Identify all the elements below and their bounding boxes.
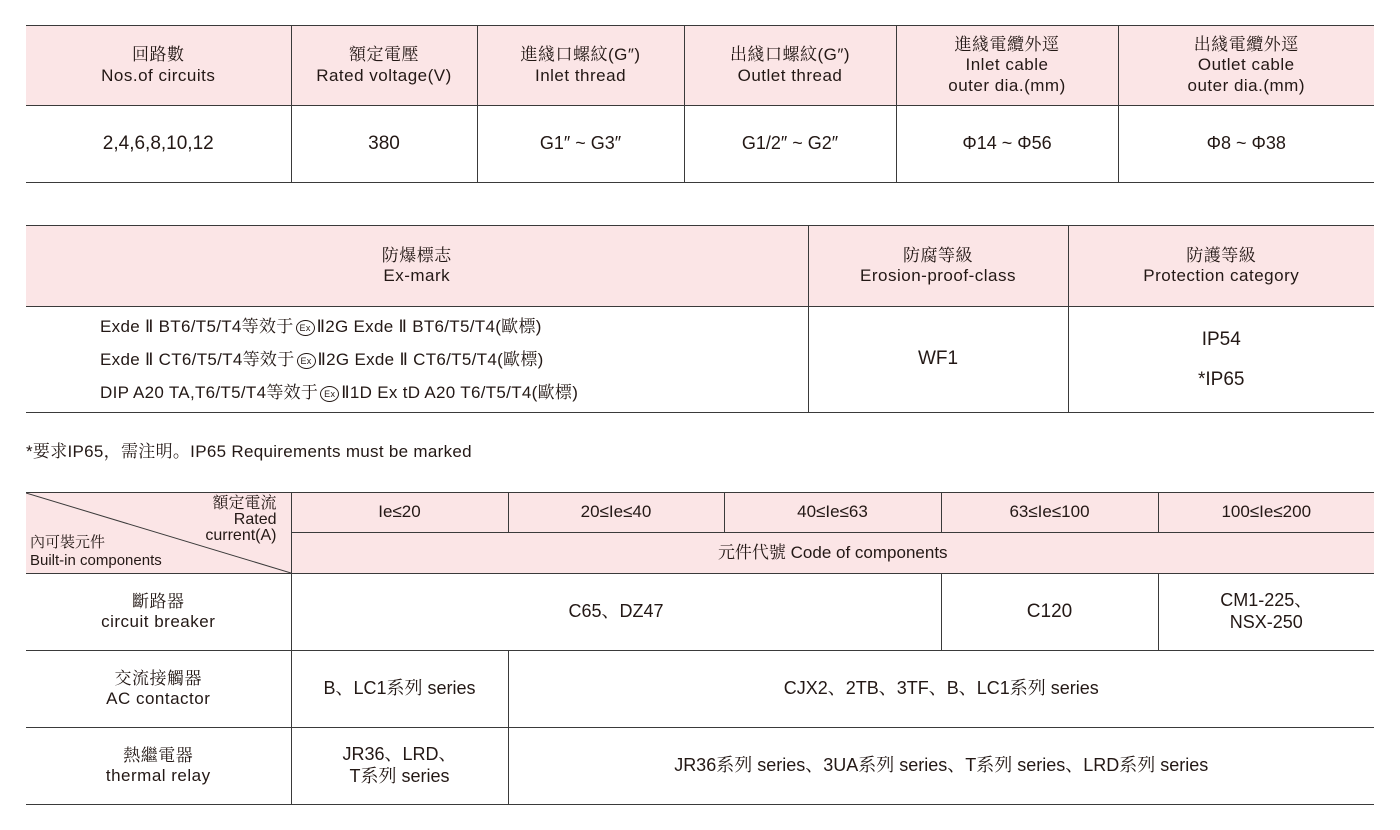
header-inlet-thread: 進綫口螺紋(G″) Inlet thread bbox=[477, 26, 684, 106]
rated-current-label: 額定電流 Rated current(A) bbox=[205, 495, 277, 544]
header-ex-mark: 防爆標志 Ex-mark bbox=[26, 226, 808, 307]
value-inlet-cable: Φ14 ~ Φ56 bbox=[896, 106, 1118, 183]
ex-mark-line: Exde Ⅱ BT6/T5/T4等效于 Ex Ⅱ2G Exde Ⅱ BT6/T5/T4(歐標) bbox=[100, 317, 542, 336]
header-rated-voltage: 額定電壓 Rated voltage(V) bbox=[291, 26, 477, 106]
header-circuits: 回路數 Nos.of circuits bbox=[26, 26, 291, 106]
header-protection: 防護等級 Protection category bbox=[1068, 226, 1374, 307]
corner-header bbox=[26, 493, 291, 574]
current-range: 40≤Ie≤63 bbox=[724, 493, 941, 533]
header-erosion-class: 防腐等級 Erosion-proof-class bbox=[808, 226, 1068, 307]
cell-value: JR36、LRD、 T系列 series bbox=[291, 728, 508, 805]
value-protection: IP54 *IP65 bbox=[1068, 307, 1374, 413]
current-range: Ie≤20 bbox=[291, 493, 508, 533]
cell-value: C65、DZ47 bbox=[291, 574, 941, 651]
row-label-circuit-breaker: 斷路器 circuit breaker bbox=[101, 591, 216, 631]
value-inlet-thread: G1″ ~ G3″ bbox=[477, 106, 684, 183]
ex-symbol-icon: Ex bbox=[296, 320, 315, 336]
ip65-note: *要求IP65，需注明。IP65 Requirements must be marked bbox=[26, 442, 472, 461]
value-outlet-thread: G1/2″ ~ G2″ bbox=[684, 106, 896, 183]
ex-symbol-icon: Ex bbox=[320, 386, 339, 402]
built-in-label: 內可裝元件 Built-in components bbox=[30, 534, 162, 569]
header-outlet-cable: 出綫電纜外逕 Outlet cable outer dia.(mm) bbox=[1118, 26, 1374, 106]
value-outlet-cable: Φ8 ~ Φ38 bbox=[1118, 106, 1374, 183]
row-label-thermal-relay: 熱繼電器 thermal relay bbox=[105, 745, 211, 785]
ex-mark-list bbox=[26, 307, 808, 413]
value-rated-voltage: 380 bbox=[291, 106, 477, 183]
cell-value: CJX2、2TB、3TF、B、LC1系列 series bbox=[508, 651, 1374, 728]
cell-value: JR36系列 series、3UA系列 series、T系列 series、LRD系列 series bbox=[508, 728, 1374, 805]
code-of-components-header: 元件代號 Code of components bbox=[291, 533, 1374, 574]
ex-mark-line: Exde Ⅱ CT6/T5/T4等效于 Ex Ⅱ2G Exde Ⅱ CT6/T5/T4(歐標) bbox=[100, 350, 544, 369]
ex-mark-line: DIP A20 TA,T6/T5/T4等效于 Ex Ⅱ1D Ex tD A20 T6/T5/T4(歐標) bbox=[100, 383, 579, 402]
ex-symbol-icon: Ex bbox=[297, 353, 316, 369]
cell-value: B、LC1系列 series bbox=[291, 651, 508, 728]
value-circuits: 2,4,6,8,10,12 bbox=[102, 132, 214, 154]
value-erosion-class: WF1 bbox=[808, 307, 1068, 413]
current-range: 63≤Ie≤100 bbox=[941, 493, 1158, 533]
current-range: 100≤Ie≤200 bbox=[1158, 493, 1374, 533]
specs-table bbox=[26, 25, 1374, 183]
current-range: 20≤Ie≤40 bbox=[508, 493, 724, 533]
components-table bbox=[26, 492, 1374, 805]
row-label-ac-contactor: 交流接觸器 AC contactor bbox=[106, 668, 211, 708]
header-inlet-cable: 進綫電纜外逕 Inlet cable outer dia.(mm) bbox=[896, 26, 1118, 106]
cell-value: C120 bbox=[941, 574, 1158, 651]
ex-mark-table bbox=[26, 225, 1374, 413]
header-outlet-thread: 出綫口螺紋(G″) Outlet thread bbox=[684, 26, 896, 106]
cell-value: CM1-225、 NSX-250 bbox=[1158, 574, 1374, 651]
